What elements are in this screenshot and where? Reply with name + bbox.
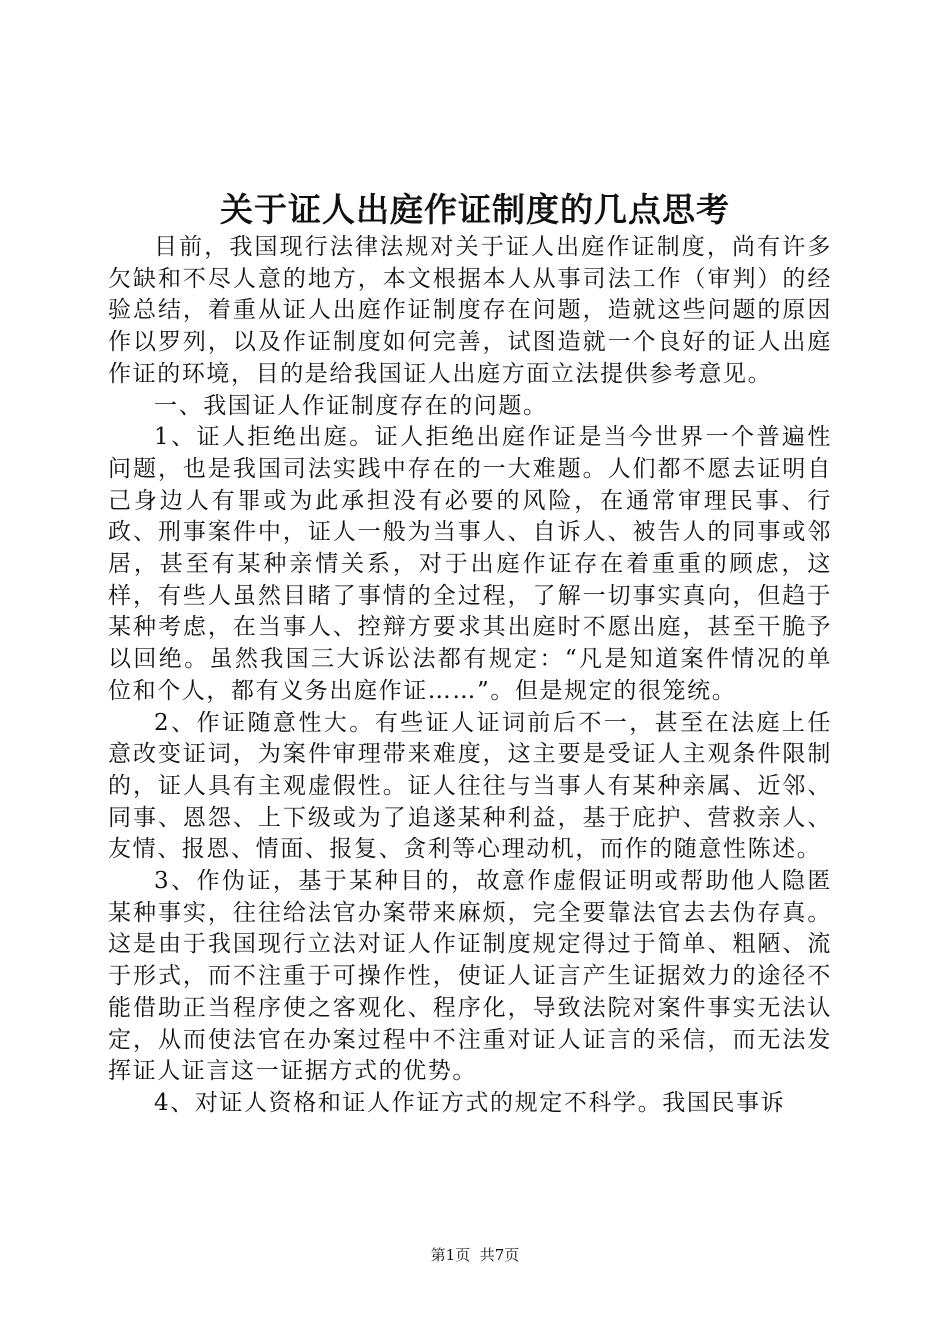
document-title: 关于证人出庭作证制度的几点思考 <box>220 190 730 229</box>
paragraph-intro: 目前，我国现行法律法规对关于证人出庭作证制度，尚有许多欠缺和不尽人意的地方，本文根据本人从事司法工作（审判）的经验总结，着重从证人出庭作证制度存在问题，造就这些问题的原因作以罗列，以及作证制度如何完善，试图造就一个良好的证人出庭作证的环境，目的是给我国证人出庭方面立法提供参考意见。 <box>108 234 832 387</box>
paragraph-item-3: 3、作伪证，基于某种目的，故意作虚假证明或帮助他人隐匿某种事实，往往给法官办案带来麻烦，完全要靠法官去去伪存真。这是由于我国现行立法对证人作证制度规定得过于简单、粗陋、流于形式，而不注重于可操作性，使证人证言产生证据效力的途径不能借助正当程序使之客观化、程序化，导致法院对案件事实无法认定，从而使法官在办案过程中不注重对证人证言的采信，而无法发挥证人证言这一证据方式的优势。 <box>108 868 832 1085</box>
page-number: 第1页 <box>430 1246 471 1264</box>
paragraph-item-1: 1、证人拒绝出庭。证人拒绝出庭作证是当今世界一个普遍性问题，也是我国司法实践中存在的一大难题。人们都不愿去证明自己身边人有罪或为此承担没有必要的风险，在通常审理民事、行政、刑事案件中，证人一般为当事人、自诉人、被告人的同事或邻居，甚至有某种亲情关系，对于出庭作证存在着重重的顾虑，这样，有些人虽然目睹了事情的全过程，了解一切事实真向，但趋于某种考虑，在当事人、控辩方要求其出庭时不愿出庭，甚至干脆予以回绝。虽然我国三大诉讼法都有规定：“凡是知道案件情况的单位和个人，都有义务出庭作证……”。但是规定的很笼统。 <box>108 424 832 704</box>
document-body <box>108 232 832 1120</box>
page-total: 共7页 <box>479 1246 520 1264</box>
page-footer <box>0 1245 950 1265</box>
paragraph-item-4: 4、对证人资格和证人作证方式的规定不科学。我国民事诉 <box>154 1089 786 1116</box>
section-heading: 一、我国证人作证制度存在的问题。 <box>154 392 548 419</box>
paragraph-item-2: 2、作证随意性大。有些证人证词前后不一，甚至在法庭上任意改变证词，为案件审理带来难度，这主要是受证人主观条件限制的，证人具有主观虚假性。证人往往与当事人有某种亲属、近邻、同事、恩怨、上下级或为了追遂某种利益，基于庇护、营救亲人、友情、报恩、情面、报复、贪利等心理动机，而作的随意性陈述。 <box>108 709 832 863</box>
